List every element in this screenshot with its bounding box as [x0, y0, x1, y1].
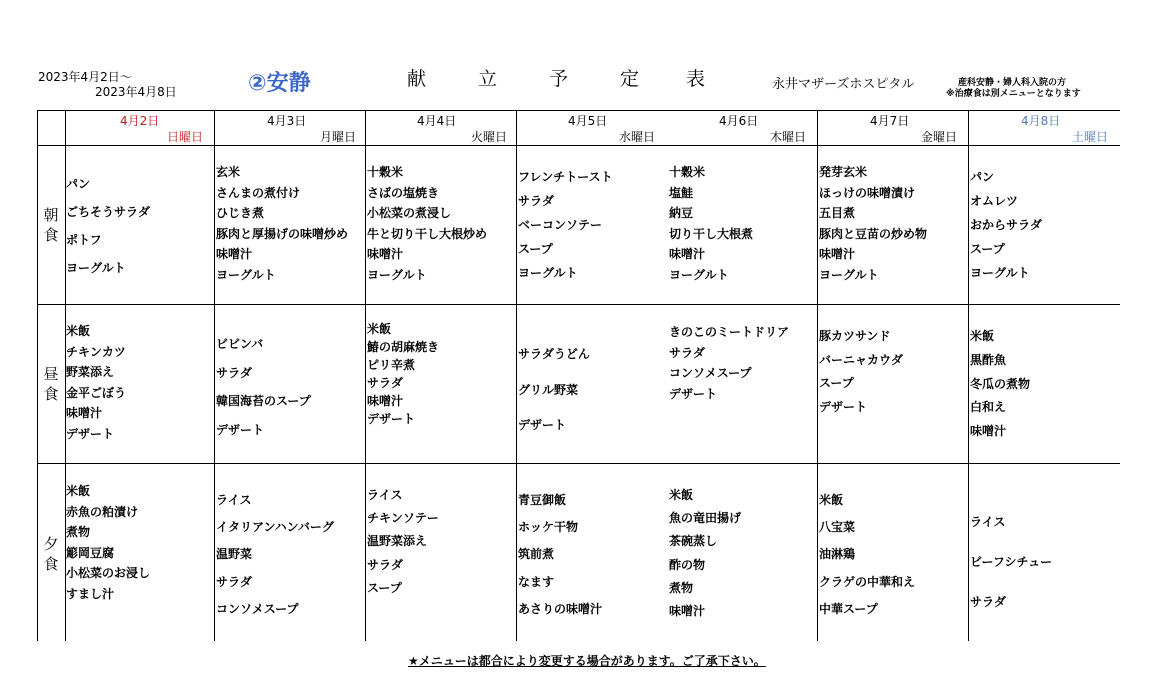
menu-item: 煮物	[669, 580, 694, 595]
menu-item: 金平ごぼう	[66, 385, 127, 400]
menu-cell-breakfast-fri	[819, 162, 927, 285]
menu-cell-lunch-sat	[970, 325, 1030, 444]
menu-item: ビーフシチュー	[970, 555, 1053, 569]
menu-item: ポトフ	[66, 233, 102, 247]
menu-item: 中華スープ	[819, 601, 878, 616]
menu-cell-breakfast-sun	[66, 170, 150, 282]
menu-item: ごちそうサラダ	[66, 205, 150, 219]
menu-item: 豚肉と厚揚げの味噌炒め	[216, 226, 349, 241]
menu-item: ホッケ干物	[518, 520, 579, 535]
page-title-char-4: 定	[620, 68, 640, 90]
menu-item: ベーコンソテー	[518, 218, 603, 232]
menu-cell-breakfast-thu	[669, 162, 753, 285]
table-rule	[37, 463, 1120, 464]
menu-item: ヨーグルト	[66, 261, 126, 275]
menu-item: ライス	[216, 493, 252, 507]
menu-cell-dinner-wed	[518, 487, 602, 623]
menu-item: なます	[518, 574, 555, 589]
menu-item: 塩鮭	[669, 185, 694, 200]
menu-cell-dinner-sun	[66, 481, 150, 604]
day-date-thu: 4月6日	[719, 114, 759, 128]
table-rule	[516, 110, 517, 641]
menu-cell-lunch-thu	[669, 322, 789, 404]
menu-item: 野菜添え	[66, 365, 115, 380]
menu-item: 筑前煮	[518, 547, 555, 562]
menu-item: さんまの煮付け	[216, 185, 301, 200]
menu-item: ヨーグルト	[970, 266, 1030, 280]
menu-item: すまし汁	[66, 586, 115, 601]
menu-cell-dinner-thu	[669, 484, 741, 623]
day-weekday-fri: 金曜日	[921, 130, 958, 144]
menu-cell-dinner-fri	[819, 487, 915, 623]
menu-item: ライス	[367, 488, 403, 502]
menu-item: 味噌汁	[367, 247, 404, 261]
table-rule	[37, 145, 1120, 146]
day-date-mon: 4月3日	[267, 114, 307, 128]
menu-item: 納豆	[669, 206, 694, 220]
table-rule	[214, 110, 215, 641]
menu-item: チキンカツ	[66, 344, 126, 359]
menu-cell-breakfast-tue	[367, 162, 487, 285]
day-date-wed: 4月5日	[568, 114, 608, 128]
menu-item: 温野菜	[216, 547, 253, 562]
menu-item: 米飯	[819, 493, 844, 507]
menu-item: きのこのミートドリア	[669, 325, 790, 339]
table-rule	[817, 110, 818, 641]
menu-item: デザート	[216, 422, 265, 437]
menu-item: サラダ	[518, 194, 554, 208]
menu-cell-lunch-wed	[518, 337, 590, 444]
menu-item: 米飯	[66, 324, 91, 338]
menu-item: バーニャカウダ	[819, 352, 903, 367]
menu-item: 小松菜の煮浸し	[367, 206, 452, 220]
menu-cell-lunch-fri	[819, 325, 903, 419]
menu-item: 酢の物	[669, 557, 706, 572]
menu-item: スープ	[819, 376, 854, 390]
menu-item: 青豆御飯	[518, 493, 567, 507]
date-range-end: 2023年4月8日	[95, 85, 177, 99]
menu-item: デザート	[819, 399, 868, 414]
menu-item: サラダ	[216, 574, 252, 589]
page-title-char-3: 予	[549, 68, 569, 90]
menu-cell-dinner-tue	[367, 484, 439, 600]
menu-item: 味噌汁	[970, 424, 1007, 439]
menu-item: スープ	[367, 580, 402, 595]
day-weekday-mon: 月曜日	[320, 130, 357, 144]
menu-item: サラダ	[367, 376, 403, 390]
menu-item: サラダ	[216, 365, 252, 380]
menu-item: 発芽玄米	[819, 165, 868, 179]
meal-label-breakfast: 朝食	[43, 206, 59, 244]
audience-note: 産科安静・婦人科入院の方	[958, 78, 1067, 88]
menu-item: パン	[66, 177, 91, 191]
menu-item: ヨーグルト	[669, 267, 729, 282]
day-date-fri: 4月7日	[870, 114, 910, 128]
menu-item: 豚カツサンド	[819, 329, 891, 343]
day-weekday-tue: 火曜日	[471, 130, 508, 144]
menu-item: 煮物	[66, 525, 91, 539]
menu-item: 味噌汁	[669, 604, 706, 619]
menu-item: さばの塩焼き	[367, 185, 440, 200]
menu-cell-dinner-sat	[970, 502, 1052, 622]
menu-item: 韓国海苔のスープ	[216, 394, 311, 408]
hospital-name: 永井マザーズホスピタル	[772, 77, 915, 92]
menu-item: 鰆の胡麻焼き	[367, 340, 440, 354]
menu-item: グリル野菜	[518, 382, 579, 397]
day-weekday-thu: 木曜日	[770, 130, 807, 144]
day-date-sun: 4月2日	[120, 114, 160, 128]
day-weekday-sun: 日曜日	[167, 130, 204, 144]
menu-item: 玄米	[216, 165, 241, 179]
menu-item: チキンソテー	[367, 511, 439, 526]
menu-item: オムレツ	[970, 194, 1019, 208]
menu-item: 米飯	[669, 488, 694, 502]
menu-item: ヨーグルト	[518, 266, 578, 280]
menu-item: 魚の竜田揚げ	[669, 511, 742, 526]
menu-item: 味噌汁	[669, 247, 706, 261]
menu-item: 切り干し大根煮	[669, 226, 754, 241]
menu-item: 牛と切り干し大根炒め	[367, 226, 488, 241]
menu-item: サラダ	[669, 345, 705, 360]
table-rule	[37, 110, 1120, 111]
menu-item: パン	[970, 170, 995, 184]
menu-item: デザート	[669, 386, 718, 401]
menu-item: あさりの味噌汁	[518, 601, 603, 616]
table-rule	[365, 110, 366, 641]
menu-cell-lunch-tue	[367, 320, 439, 428]
menu-item: コンソメスープ	[669, 366, 752, 380]
menu-item: フレンチトースト	[518, 170, 613, 184]
meal-label-lunch: 昼食	[43, 365, 59, 403]
menu-cell-breakfast-sat	[970, 165, 1042, 285]
day-date-sat: 4月8日	[1021, 114, 1061, 128]
menu-item: 冬瓜の煮物	[970, 376, 1031, 391]
menu-item: ヨーグルト	[367, 267, 427, 282]
menu-item: 十穀米	[367, 165, 404, 179]
date-range-start: 2023年4月2日～	[38, 70, 132, 84]
menu-item: 味噌汁	[66, 406, 103, 421]
table-rule	[968, 110, 969, 641]
menu-item: デザート	[367, 412, 416, 426]
day-weekday-wed: 水曜日	[619, 130, 656, 144]
diet-type-label: ②安静	[248, 71, 311, 96]
table-rule	[37, 304, 1120, 305]
menu-item: イタリアンハンバーグ	[216, 520, 334, 535]
page-title-char-2: 立	[478, 68, 498, 90]
menu-cell-breakfast-mon	[216, 162, 348, 285]
menu-item: ライス	[970, 515, 1006, 529]
menu-item: 米飯	[970, 329, 995, 343]
menu-item: 黒酢魚	[970, 352, 1007, 367]
menu-item: 豚肉と豆苗の炒め物	[819, 226, 928, 241]
menu-item: 米飯	[66, 484, 91, 498]
day-weekday-sat: 土曜日	[1072, 130, 1109, 144]
menu-item: サラダうどん	[518, 347, 590, 361]
menu-change-notice: ★メニューは都合により変更する場合があります。ご了承下さい。	[408, 654, 766, 668]
menu-table	[37, 110, 1120, 641]
menu-item: クラゲの中華和え	[819, 574, 916, 589]
menu-item: ヨーグルト	[819, 267, 879, 282]
menu-cell-lunch-sun	[66, 321, 126, 445]
menu-item: スープ	[970, 242, 1005, 256]
menu-item: 米飯	[367, 322, 392, 336]
menu-item: 五目煮	[819, 206, 856, 220]
day-date-tue: 4月4日	[417, 114, 457, 128]
menu-item: 油淋鶏	[819, 547, 856, 562]
menu-item: デザート	[518, 418, 567, 432]
menu-item: コンソメスープ	[216, 601, 299, 616]
menu-item: 八宝菜	[819, 520, 856, 535]
therapeutic-diet-note: ※治療食は別メニューとなります	[946, 89, 1081, 99]
menu-cell-breakfast-wed	[518, 165, 613, 285]
menu-item: 十穀米	[669, 165, 706, 179]
menu-item: サラダ	[367, 557, 403, 572]
menu-item: デザート	[66, 426, 115, 441]
meal-label-dinner: 夕食	[43, 535, 59, 573]
menu-cell-dinner-mon	[216, 487, 334, 623]
menu-item: おからサラダ	[970, 218, 1042, 232]
menu-item: 温野菜添え	[367, 534, 428, 549]
menu-item: ビビンバ	[216, 337, 264, 351]
menu-item: 茶碗蒸し	[669, 534, 718, 549]
menu-item: 味噌汁	[367, 394, 404, 408]
page-title-char-1: 献	[407, 68, 427, 90]
menu-item: 白和え	[970, 400, 1007, 415]
menu-item: 味噌汁	[819, 247, 856, 261]
menu-item: 小松菜のお浸し	[66, 566, 151, 580]
menu-item: ひじき煮	[216, 206, 265, 220]
menu-item: スープ	[518, 242, 553, 256]
menu-item: 赤魚の粕漬け	[66, 504, 139, 519]
menu-item: 味噌汁	[216, 247, 253, 261]
menu-item: ヨーグルト	[216, 267, 276, 282]
menu-item: 簓岡豆腐	[66, 545, 115, 560]
page-title-char-5: 表	[686, 68, 706, 90]
menu-item: サラダ	[970, 595, 1006, 609]
menu-item: ほっけの味噌漬け	[819, 185, 916, 200]
menu-cell-lunch-mon	[216, 330, 311, 444]
menu-item: ピリ辛煮	[367, 358, 416, 372]
